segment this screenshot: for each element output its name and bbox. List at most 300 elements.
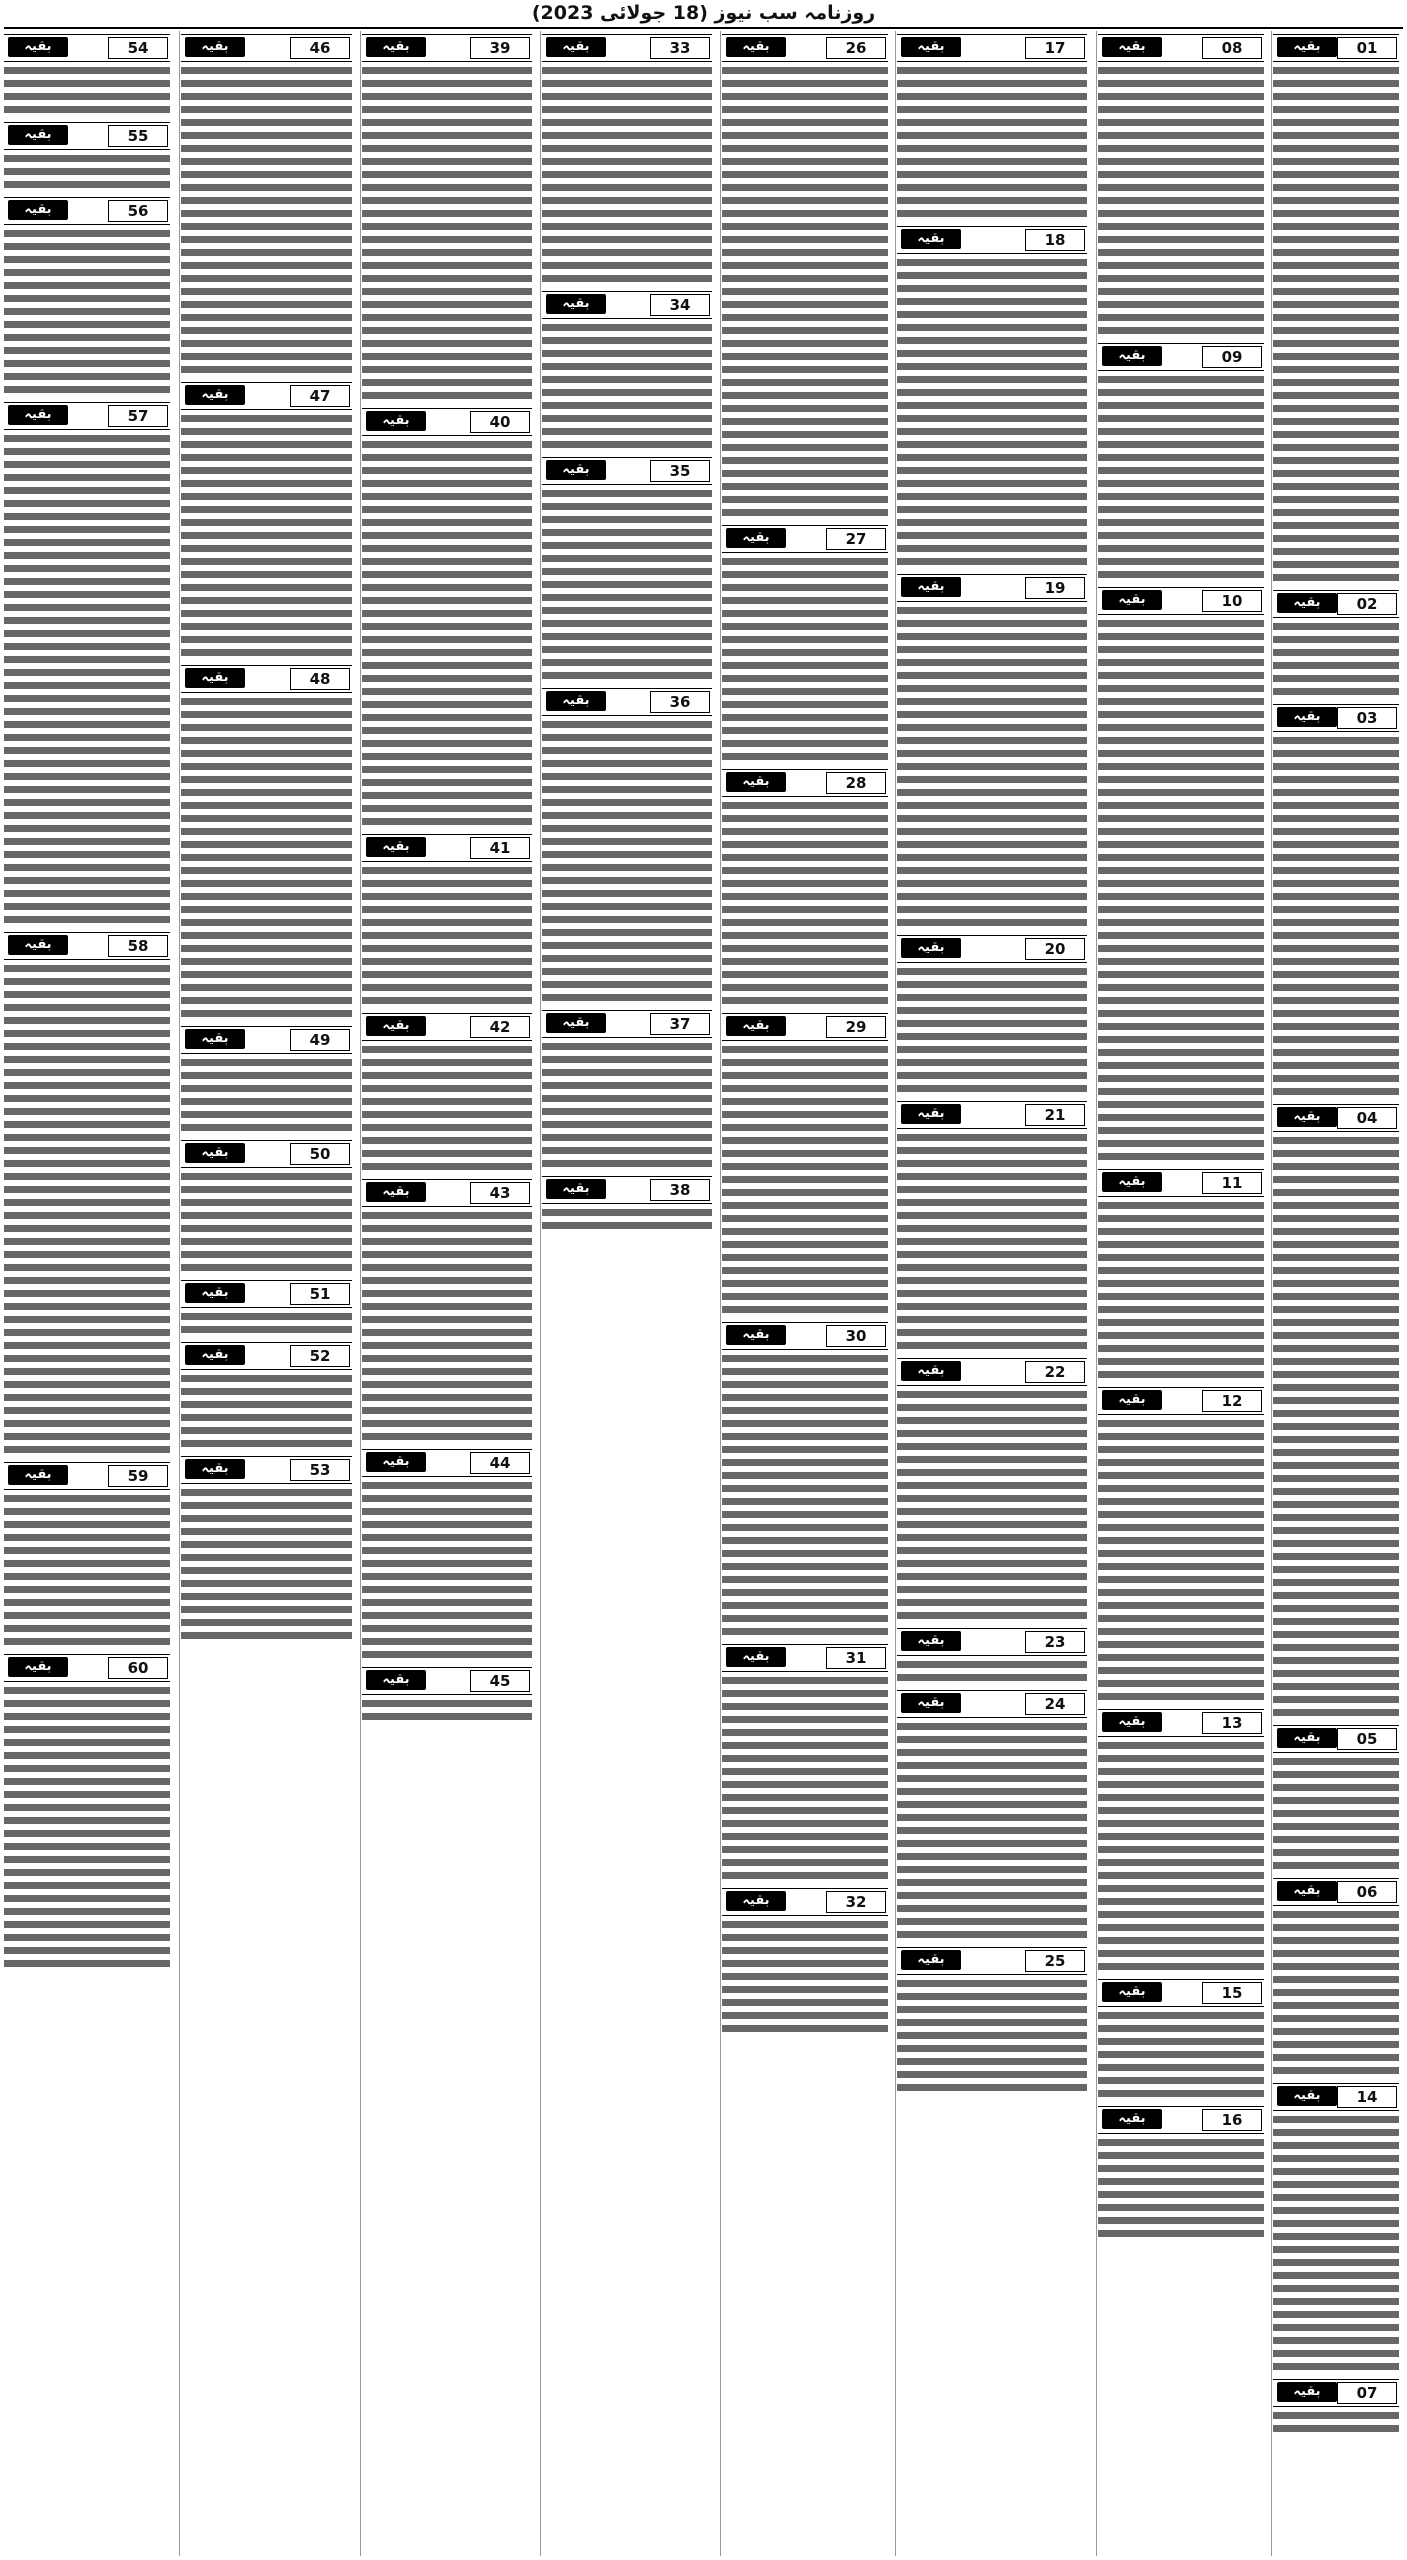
- continuation-block: [181, 382, 352, 662]
- continuation-block: [1098, 2106, 1264, 2243]
- continuation-number: 53: [290, 1459, 350, 1481]
- article-text-lines: [4, 64, 170, 116]
- article-text-lines: [1273, 2113, 1399, 2373]
- continuation-header: [542, 1010, 712, 1038]
- continuation-header: [1273, 1878, 1399, 1906]
- continuation-header: [722, 769, 888, 797]
- continuation-block: [897, 226, 1087, 571]
- continuation-label: بقیہ: [901, 37, 961, 57]
- continuation-number: 54: [108, 37, 168, 59]
- article-text-lines: [722, 1043, 888, 1316]
- continuation-number: 30: [826, 1325, 886, 1347]
- column-1: [1273, 31, 1399, 2556]
- continuation-label: بقیہ: [1277, 1881, 1337, 1901]
- article-text-lines: [1098, 373, 1264, 581]
- continuation-number: 07: [1337, 2382, 1397, 2404]
- continuation-number: 38: [650, 1179, 710, 1201]
- continuation-label: بقیہ: [366, 1182, 426, 1202]
- continuation-block: [1273, 1725, 1399, 1875]
- continuation-number: 52: [290, 1345, 350, 1367]
- continuation-block: [1273, 1878, 1399, 2080]
- continuation-header: [1098, 1169, 1264, 1197]
- continuation-number: 11: [1202, 1172, 1262, 1194]
- continuation-header: [4, 932, 170, 960]
- continuation-label: بقیہ: [8, 37, 68, 57]
- continuation-number: 43: [470, 1182, 530, 1204]
- masthead-rule: [4, 27, 1403, 29]
- article-text-lines: [181, 1310, 352, 1336]
- continuation-label: بقیہ: [546, 691, 606, 711]
- continuation-block: [722, 525, 888, 766]
- continuation-header: [897, 1101, 1087, 1129]
- column-divider: [895, 31, 896, 2556]
- column-5: [542, 31, 712, 2556]
- continuation-block: [362, 1179, 532, 1446]
- continuation-header: [542, 688, 712, 716]
- article-text-lines: [181, 64, 352, 376]
- column-divider: [1096, 31, 1097, 2556]
- continuation-header: [1098, 1979, 1264, 2007]
- continuation-header: [181, 1342, 352, 1370]
- continuation-number: 24: [1025, 1693, 1085, 1715]
- continuation-label: بقیہ: [185, 1459, 245, 1479]
- continuation-number: 12: [1202, 1390, 1262, 1412]
- continuation-header: [181, 1140, 352, 1168]
- column-4: [722, 31, 888, 2556]
- continuation-block: [1273, 34, 1399, 587]
- continuation-block: [181, 665, 352, 1023]
- continuation-label: بقیہ: [901, 1361, 961, 1381]
- continuation-header: [1273, 34, 1399, 62]
- article-text-lines: [4, 432, 170, 926]
- article-text-lines: [542, 487, 712, 682]
- continuation-number: 34: [650, 294, 710, 316]
- continuation-block: [1098, 343, 1264, 584]
- continuation-number: 39: [470, 37, 530, 59]
- article-text-lines: [1098, 2009, 1264, 2100]
- continuation-block: [4, 402, 170, 929]
- column-6: [362, 31, 532, 2556]
- continuation-header: [362, 34, 532, 62]
- continuation-header: [4, 34, 170, 62]
- continuation-block: [1098, 1979, 1264, 2103]
- continuation-header: [722, 525, 888, 553]
- continuation-number: 27: [826, 528, 886, 550]
- continuation-label: بقیہ: [546, 460, 606, 480]
- continuation-label: بقیہ: [901, 229, 961, 249]
- continuation-header: [1273, 590, 1399, 618]
- continuation-number: 42: [470, 1016, 530, 1038]
- continuation-header: [181, 382, 352, 410]
- continuation-header: [1098, 1387, 1264, 1415]
- continuation-block: [4, 1654, 170, 1973]
- continuation-label: بقیہ: [1277, 1107, 1337, 1127]
- continuation-number: 47: [290, 385, 350, 407]
- continuation-label: بقیہ: [726, 772, 786, 792]
- article-text-lines: [4, 1684, 170, 1970]
- continuation-header: [181, 34, 352, 62]
- continuation-label: بقیہ: [185, 385, 245, 405]
- continuation-number: 23: [1025, 1631, 1085, 1653]
- continuation-header: [897, 935, 1087, 963]
- continuation-block: [897, 935, 1087, 1098]
- continuation-label: بقیہ: [1102, 1390, 1162, 1410]
- continuation-block: [181, 1456, 352, 1645]
- continuation-label: بقیہ: [901, 938, 961, 958]
- article-text-lines: [897, 604, 1087, 929]
- continuation-number: 55: [108, 125, 168, 147]
- continuation-block: [4, 34, 170, 119]
- continuation-block: [4, 1462, 170, 1651]
- column-divider: [540, 31, 541, 2556]
- continuation-number: 56: [108, 200, 168, 222]
- continuation-number: 05: [1337, 1728, 1397, 1750]
- continuation-label: بقیہ: [1277, 37, 1337, 57]
- continuation-block: [362, 1449, 532, 1664]
- continuation-number: 17: [1025, 37, 1085, 59]
- continuation-number: 59: [108, 1465, 168, 1487]
- continuation-block: [181, 1280, 352, 1339]
- article-text-lines: [362, 864, 532, 1007]
- continuation-header: [1273, 2379, 1399, 2407]
- article-text-lines: [897, 64, 1087, 220]
- continuation-label: بقیہ: [726, 1016, 786, 1036]
- continuation-header: [4, 1462, 170, 1490]
- continuation-block: [4, 122, 170, 194]
- continuation-block: [1273, 2379, 1399, 2438]
- article-text-lines: [362, 438, 532, 828]
- continuation-label: بقیہ: [8, 1465, 68, 1485]
- continuation-header: [722, 34, 888, 62]
- continuation-number: 09: [1202, 346, 1262, 368]
- continuation-label: بقیہ: [546, 1013, 606, 1033]
- continuation-label: بقیہ: [185, 1143, 245, 1163]
- continuation-header: [897, 1628, 1087, 1656]
- continuation-block: [542, 457, 712, 685]
- continuation-label: بقیہ: [1277, 2382, 1337, 2402]
- article-text-lines: [1273, 64, 1399, 584]
- continuation-header: [897, 574, 1087, 602]
- continuation-label: بقیہ: [366, 1670, 426, 1690]
- article-text-lines: [722, 1352, 888, 1638]
- continuation-label: بقیہ: [185, 1029, 245, 1049]
- continuation-block: [722, 769, 888, 1010]
- continuation-block: [4, 197, 170, 399]
- continuation-label: بقیہ: [8, 125, 68, 145]
- article-text-lines: [4, 152, 170, 191]
- continuation-label: بقیہ: [901, 577, 961, 597]
- article-text-lines: [1098, 617, 1264, 1163]
- continuation-header: [362, 1449, 532, 1477]
- continuation-label: بقیہ: [726, 37, 786, 57]
- continuation-header: [542, 291, 712, 319]
- article-text-lines: [181, 1056, 352, 1134]
- continuation-number: 02: [1337, 593, 1397, 615]
- continuation-block: [542, 688, 712, 1007]
- continuation-block: [1273, 590, 1399, 701]
- continuation-block: [897, 1628, 1087, 1687]
- continuation-number: 25: [1025, 1950, 1085, 1972]
- continuation-block: [897, 34, 1087, 223]
- continuation-label: بقیہ: [8, 405, 68, 425]
- continuation-label: بقیہ: [1102, 1172, 1162, 1192]
- continuation-label: بقیہ: [366, 837, 426, 857]
- continuation-header: [1273, 2083, 1399, 2111]
- continuation-number: 46: [290, 37, 350, 59]
- continuation-label: بقیہ: [1102, 346, 1162, 366]
- article-text-lines: [542, 321, 712, 451]
- article-text-lines: [897, 1720, 1087, 1941]
- continuation-label: بقیہ: [901, 1950, 961, 1970]
- continuation-header: [181, 1026, 352, 1054]
- continuation-number: 20: [1025, 938, 1085, 960]
- article-text-lines: [1273, 2409, 1399, 2435]
- continuation-block: [722, 1888, 888, 2038]
- continuation-block: [542, 34, 712, 288]
- column-divider: [179, 31, 180, 2556]
- article-text-lines: [722, 64, 888, 519]
- continuation-header: [1098, 343, 1264, 371]
- continuation-header: [362, 1667, 532, 1695]
- continuation-number: 51: [290, 1283, 350, 1305]
- continuation-label: بقیہ: [1102, 2109, 1162, 2129]
- continuation-number: 18: [1025, 229, 1085, 251]
- continuation-number: 36: [650, 691, 710, 713]
- continuation-block: [181, 34, 352, 379]
- continuation-number: 04: [1337, 1107, 1397, 1129]
- continuation-header: [362, 1013, 532, 1041]
- continuation-number: 44: [470, 1452, 530, 1474]
- article-text-lines: [542, 718, 712, 1004]
- continuation-block: [362, 408, 532, 831]
- continuation-block: [897, 1101, 1087, 1355]
- continuation-label: بقیہ: [8, 935, 68, 955]
- article-text-lines: [4, 1492, 170, 1648]
- article-text-lines: [542, 1206, 712, 1232]
- continuation-block: [722, 1013, 888, 1319]
- continuation-block: [181, 1026, 352, 1137]
- continuation-header: [4, 402, 170, 430]
- continuation-number: 19: [1025, 577, 1085, 599]
- continuation-block: [362, 1013, 532, 1176]
- continuation-number: 22: [1025, 1361, 1085, 1383]
- continuation-header: [722, 1013, 888, 1041]
- continuation-number: 41: [470, 837, 530, 859]
- continuation-block: [897, 1947, 1087, 2097]
- continuation-block: [362, 1667, 532, 1726]
- continuation-header: [181, 1280, 352, 1308]
- continuation-label: بقیہ: [546, 1179, 606, 1199]
- continuation-label: بقیہ: [901, 1631, 961, 1651]
- continuation-number: 33: [650, 37, 710, 59]
- continuation-header: [4, 122, 170, 150]
- article-text-lines: [1098, 1739, 1264, 1973]
- continuation-label: بقیہ: [1277, 707, 1337, 727]
- continuation-number: 35: [650, 460, 710, 482]
- continuation-number: 16: [1202, 2109, 1262, 2131]
- continuation-header: [4, 1654, 170, 1682]
- continuation-block: [897, 1690, 1087, 1944]
- continuation-block: [1273, 704, 1399, 1101]
- continuation-block: [181, 1342, 352, 1453]
- continuation-header: [542, 34, 712, 62]
- continuation-block: [542, 291, 712, 454]
- article-text-lines: [181, 1372, 352, 1450]
- continuation-header: [897, 34, 1087, 62]
- article-text-lines: [1273, 734, 1399, 1098]
- continuation-number: 06: [1337, 1881, 1397, 1903]
- continuation-header: [362, 408, 532, 436]
- column-divider: [1271, 31, 1272, 2556]
- continuation-header: [897, 1947, 1087, 1975]
- article-text-lines: [362, 1479, 532, 1661]
- continuation-label: بقیہ: [1277, 2086, 1337, 2106]
- article-text-lines: [1098, 1199, 1264, 1381]
- continuation-label: بقیہ: [546, 37, 606, 57]
- continuation-label: بقیہ: [185, 668, 245, 688]
- continuation-number: 14: [1337, 2086, 1397, 2108]
- continuation-header: [362, 834, 532, 862]
- continuation-number: 29: [826, 1016, 886, 1038]
- article-text-lines: [722, 799, 888, 1007]
- continuation-number: 28: [826, 772, 886, 794]
- continuation-label: بقیہ: [1277, 1728, 1337, 1748]
- article-text-lines: [181, 412, 352, 659]
- column-3: [897, 31, 1087, 2556]
- continuation-block: [1098, 1169, 1264, 1384]
- continuation-header: [897, 1358, 1087, 1386]
- continuation-label: بقیہ: [726, 1325, 786, 1345]
- article-text-lines: [1098, 2136, 1264, 2240]
- continuation-block: [4, 932, 170, 1459]
- continuation-header: [1098, 34, 1264, 62]
- continuation-number: 21: [1025, 1104, 1085, 1126]
- continuation-header: [4, 197, 170, 225]
- article-text-lines: [897, 965, 1087, 1095]
- continuation-label: بقیہ: [726, 1647, 786, 1667]
- article-text-lines: [181, 1170, 352, 1274]
- article-text-lines: [1273, 1134, 1399, 1719]
- continuation-header: [722, 1888, 888, 1916]
- continuation-number: 37: [650, 1013, 710, 1035]
- continuation-block: [1273, 2083, 1399, 2376]
- continuation-number: 08: [1202, 37, 1262, 59]
- article-text-lines: [722, 1918, 888, 2035]
- continuation-header: [722, 1322, 888, 1350]
- continuation-label: بقیہ: [366, 37, 426, 57]
- continuation-number: 60: [108, 1657, 168, 1679]
- continuation-header: [362, 1179, 532, 1207]
- continuation-label: بقیہ: [1277, 593, 1337, 613]
- continuation-label: بقیہ: [901, 1104, 961, 1124]
- article-text-lines: [542, 64, 712, 285]
- continuation-label: بقیہ: [1102, 590, 1162, 610]
- article-text-lines: [362, 1043, 532, 1173]
- continuation-block: [722, 1322, 888, 1641]
- continuation-header: [897, 226, 1087, 254]
- continuation-block: [1273, 1104, 1399, 1722]
- continuation-number: 49: [290, 1029, 350, 1051]
- continuation-header: [181, 665, 352, 693]
- article-text-lines: [722, 1674, 888, 1882]
- continuation-label: بقیہ: [726, 528, 786, 548]
- continuation-number: 48: [290, 668, 350, 690]
- continuation-number: 01: [1337, 37, 1397, 59]
- continuation-header: [1098, 2106, 1264, 2134]
- continuation-label: بقیہ: [8, 200, 68, 220]
- continuation-number: 31: [826, 1647, 886, 1669]
- continuation-label: بقیہ: [366, 1452, 426, 1472]
- continuation-block: [1098, 1709, 1264, 1976]
- continuation-header: [722, 1644, 888, 1672]
- continuation-block: [897, 574, 1087, 932]
- continuation-number: 45: [470, 1670, 530, 1692]
- continuation-label: بقیہ: [546, 294, 606, 314]
- column-2: [1098, 31, 1264, 2556]
- continuation-label: بقیہ: [366, 411, 426, 431]
- article-text-lines: [897, 256, 1087, 568]
- column-8: [4, 31, 170, 2556]
- article-text-lines: [1273, 1908, 1399, 2077]
- continuation-block: [362, 34, 532, 405]
- continuation-label: بقیہ: [1102, 1712, 1162, 1732]
- column-7: [181, 31, 352, 2556]
- continuation-label: بقیہ: [185, 1345, 245, 1365]
- article-text-lines: [181, 695, 352, 1020]
- column-divider: [720, 31, 721, 2556]
- continuation-header: [181, 1456, 352, 1484]
- continuation-label: بقیہ: [366, 1016, 426, 1036]
- continuation-number: 15: [1202, 1982, 1262, 2004]
- continuation-block: [542, 1010, 712, 1173]
- continuation-label: بقیہ: [8, 1657, 68, 1677]
- continuation-number: 13: [1202, 1712, 1262, 1734]
- article-text-lines: [722, 555, 888, 763]
- continuation-number: 03: [1337, 707, 1397, 729]
- article-text-lines: [1273, 620, 1399, 698]
- continuation-header: [1273, 1104, 1399, 1132]
- article-text-lines: [4, 227, 170, 396]
- continuation-header: [1098, 1709, 1264, 1737]
- article-text-lines: [181, 1486, 352, 1642]
- article-text-lines: [897, 1388, 1087, 1622]
- continuation-block: [542, 1176, 712, 1235]
- continuation-number: 26: [826, 37, 886, 59]
- continuation-header: [1273, 1725, 1399, 1753]
- continuation-number: 50: [290, 1143, 350, 1165]
- column-divider: [360, 31, 361, 2556]
- continuation-number: 40: [470, 411, 530, 433]
- article-text-lines: [897, 1131, 1087, 1352]
- continuation-block: [1098, 1387, 1264, 1706]
- continuation-block: [181, 1140, 352, 1277]
- continuation-label: بقیہ: [185, 1283, 245, 1303]
- continuation-header: [1273, 704, 1399, 732]
- article-text-lines: [1273, 1755, 1399, 1872]
- continuation-label: بقیہ: [1102, 1982, 1162, 2002]
- article-text-lines: [897, 1977, 1087, 2094]
- continuation-number: 57: [108, 405, 168, 427]
- article-text-lines: [362, 1209, 532, 1443]
- continuation-block: [1098, 587, 1264, 1166]
- article-text-lines: [1098, 64, 1264, 337]
- continuation-number: 58: [108, 935, 168, 957]
- article-text-lines: [362, 1697, 532, 1723]
- continuation-label: بقیہ: [726, 1891, 786, 1911]
- continuation-block: [897, 1358, 1087, 1625]
- article-text-lines: [362, 64, 532, 402]
- continuation-header: [897, 1690, 1087, 1718]
